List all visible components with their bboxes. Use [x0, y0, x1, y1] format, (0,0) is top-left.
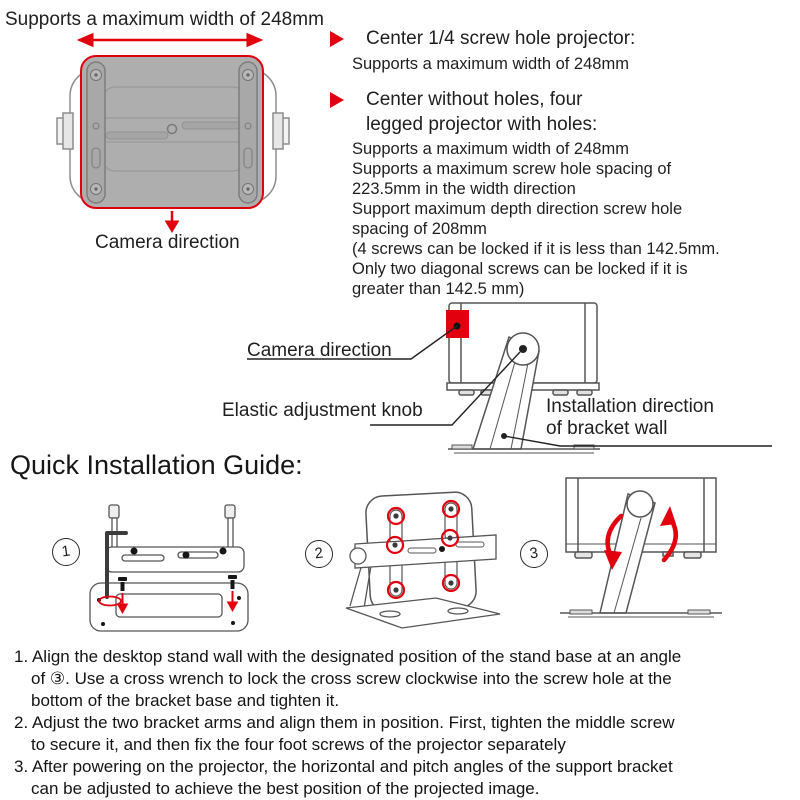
spec-line: Support maximum depth direction screw hole — [352, 200, 683, 218]
spec-line: spacing of 208mm — [352, 220, 487, 238]
camera-direction-arrow-icon — [166, 211, 179, 232]
spec-item-2 — [330, 87, 796, 137]
spec-item-2-body — [352, 139, 796, 299]
instruction-line: of ③. Use a cross wrench to lock the cross screw clockwise into the screw hole at the — [31, 669, 672, 688]
spec-line: 223.5mm in the width direction — [352, 180, 576, 198]
camera-direction-label-top: Camera direction — [95, 232, 240, 253]
spec-item-2-heading-line2: legged projector with holes: — [366, 114, 598, 135]
bullet-triangle-icon — [330, 92, 358, 108]
step-1-diagram — [82, 503, 262, 638]
right-rail — [239, 62, 257, 203]
step-3-number: 3 — [518, 538, 550, 570]
instruction-line: can be adjusted to achieve the best position of the projected image. — [31, 779, 540, 798]
left-rail — [87, 62, 105, 203]
width-double-arrow-icon — [78, 34, 262, 47]
instructions-list — [14, 646, 796, 800]
elastic-knob-label: Elastic adjustment knob — [222, 400, 423, 421]
spec-item-1-body — [352, 54, 796, 74]
step-1-number: 1 — [50, 536, 82, 568]
camera-direction-label-mid: Camera direction — [247, 340, 392, 361]
bracket-top-view-diagram — [0, 30, 300, 235]
instruction-line: 3. After powering on the projector, the horizontal and pitch angles of the support bracket — [14, 757, 673, 776]
instruction-line: to secure it, and then fix the four foot screws of the projector separately — [31, 735, 566, 754]
spec-item-2-heading-line1: Center without holes, four — [366, 89, 583, 110]
spec-item-1 — [330, 26, 796, 51]
spec-line: Supports a maximum screw hole spacing of — [352, 160, 672, 178]
install-direction-label-line1: Installation direction — [546, 396, 714, 417]
instruction-line: 2. Adjust the two bracket arms and align them in position. First, tighten the middle screw — [14, 713, 675, 732]
spec-line: Supports a maximum width of 248mm — [352, 140, 629, 158]
step-3-diagram — [548, 474, 733, 629]
stand-base — [560, 610, 722, 617]
spec-line: greater than 142.5 mm) — [352, 280, 525, 298]
bracket-base-drawing — [90, 505, 248, 631]
step-2-number: 2 — [303, 538, 335, 570]
spec-line: (4 screws can be locked if it is less than 142.5mm. — [352, 240, 720, 258]
instruction-line: bottom of the bracket base and tighten it. — [31, 691, 340, 710]
bullet-triangle-icon — [330, 31, 358, 47]
max-width-label: Supports a maximum width of 248mm — [5, 9, 324, 30]
spec-list — [330, 26, 796, 299]
instruction-line: 1. Align the desktop stand wall with the designated position of the stand base at an angle — [14, 647, 682, 666]
spec-line: Supports a maximum width of 248mm — [352, 55, 629, 73]
guide-heading: Quick Installation Guide: — [10, 450, 303, 480]
spec-item-1-heading: Center 1/4 screw hole projector: — [366, 28, 636, 49]
install-direction-label-line2: of bracket wall — [546, 418, 668, 439]
spec-line: Only two diagonal screws can be locked if it is — [352, 260, 688, 278]
step-2-diagram — [338, 486, 513, 636]
projector-stand-diagram — [220, 295, 800, 460]
